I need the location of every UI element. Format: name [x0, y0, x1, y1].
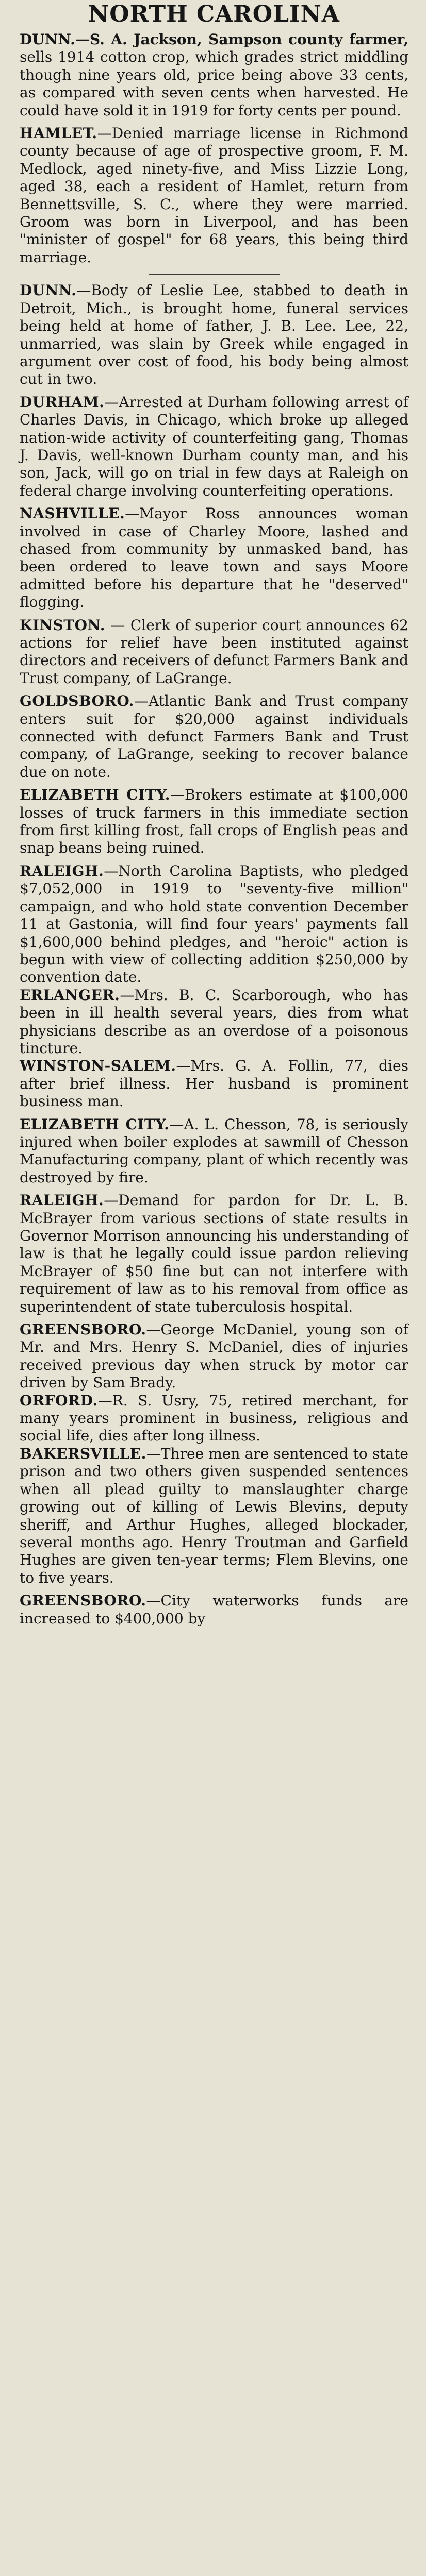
spacer	[20, 857, 408, 862]
spacer	[20, 1187, 408, 1192]
section-heading: NORTH CAROLINA	[88, 1, 340, 27]
news-item-goldsboro	[20, 692, 408, 781]
item-text: — Clerk of superior court announces 62 actions for relief have been instituted against directors and receivers of defunct Farmers Bank and Trust company, of LaGrange.	[20, 616, 408, 687]
news-item-greensboro-2	[20, 1592, 408, 1628]
item-text: —North Carolina Baptists, who pledged $7,052,000 in 1919 to "seventy-five million" campaign, and who hold state convention December 11 at Gastonia, will find four years' payments fall $1,600,000 behind pledges, and "heroic" action is begun with view of collecting addition $250,000 by convention date.	[20, 862, 408, 986]
item-dateline: RALEIGH.	[20, 1192, 104, 1209]
item-dateline: GOLDSBORO.	[20, 692, 134, 710]
news-item-kinston	[20, 617, 408, 688]
item-text: sells 1914 cotton crop, which grades strict middling though nine years old, price being above 33 cents, as compared with seven cents when harvested. He could have sold it in 1919 for forty cents per pound.	[20, 48, 408, 119]
news-item-bakersville	[20, 1445, 408, 1587]
item-dateline: RALEIGH.	[20, 862, 104, 879]
item-text: —R. S. Usry, 75, retired merchant, for many years prominent in business, religious and social life, dies after long illness.	[20, 1392, 408, 1445]
item-text: —A. L. Chesson, 78, is seriously injured when boiler explodes at sawmill of Chesson Manufacturing company, plant of which recently was destroyed by fire.	[20, 1115, 409, 1186]
news-item-nashville	[20, 505, 408, 611]
news-item-dunn-2	[20, 282, 408, 388]
news-item-raleigh-2	[20, 1192, 408, 1316]
news-item-durham	[20, 394, 408, 500]
item-dateline: NASHVILLE.	[20, 505, 125, 522]
spacer	[20, 1111, 408, 1116]
spacer	[20, 388, 408, 394]
spacer	[20, 781, 408, 786]
spacer	[20, 500, 408, 505]
item-dateline: HAMLET.	[20, 125, 97, 142]
news-item-dunn-1	[20, 31, 408, 120]
spacer	[20, 687, 408, 692]
item-dateline: GREENSBORO.	[20, 1592, 146, 1609]
item-dateline: ELIZABETH CITY.	[20, 786, 170, 804]
item-text: —City waterworks funds are increased to $400,000 by	[20, 1592, 408, 1627]
news-item-elizabeth-city-2	[20, 1116, 408, 1187]
item-dateline: DUNN.—S. A. Jackson, Sampson county farmer,	[20, 31, 408, 48]
item-text: —Atlantic Bank and Trust company enters suit for $20,000 against individuals connected with defunct Farmers Bank and Trust company, of LaGrange, seeking to recover balance due on note.	[20, 692, 408, 781]
item-text: —Brokers estimate at $100,000 losses of truck farmers in this immediate section from first killing frost, fall crops of English peas and snap beans being ruined.	[20, 786, 408, 857]
news-item-winston-salem	[20, 1057, 408, 1110]
spacer	[20, 612, 408, 617]
item-text: —Body of Leslie Lee, stabbed to death in Detroit, Mich., is brought home, funeral services being held at home of father, J. B. Lee. Lee, 22, unmarried, was slain by Greek while engaged in argument over cost of food, his body being almost cut in two.	[20, 282, 408, 388]
item-dateline: GREENSBORO.	[20, 1321, 146, 1338]
news-item-elizabeth-city-1	[20, 786, 408, 857]
item-dateline: BAKERSVILLE.	[20, 1445, 146, 1462]
item-text: —Mrs. B. C. Scarborough, who has been in ill health several years, dies from what physicians describe as an overdose of a poisonous tincture.	[20, 986, 408, 1057]
item-text: —Mrs. G. A. Follin, 77, dies after brief illness. Her husband is prominent business man.	[20, 1057, 408, 1110]
item-text: —Mayor Ross announces woman involved in case of Charley Moore, lashed and chased from community by unmasked band, has been ordered to leave town and says Moore admitted before his departure that he "deserved" flogging.	[20, 505, 408, 611]
news-item-hamlet	[20, 125, 408, 266]
spacer	[20, 1587, 408, 1592]
news-item-orford	[20, 1392, 408, 1445]
item-dateline: WINSTON-SALEM.	[20, 1057, 176, 1075]
item-dateline: DUNN.	[20, 282, 77, 299]
item-dateline: ELIZABETH CITY.	[20, 1115, 170, 1133]
item-text: —Demand for pardon for Dr. L. B. McBrayer from various sections of state results in Governor Morrison announcing his understanding of law is that he legally could issue pardon relieving McBrayer of $50 fine but can not interfere with requirement of law as to his removal from office as superintendent of state tuberculosis hospital.	[20, 1192, 408, 1315]
news-item-greensboro-1	[20, 1321, 408, 1392]
item-dateline: KINSTON.	[20, 616, 106, 634]
item-dateline: ORFORD.	[20, 1392, 98, 1409]
spacer	[20, 1316, 408, 1321]
news-item-erlanger	[20, 987, 408, 1058]
item-dateline: ERLANGER.	[20, 986, 120, 1004]
news-item-raleigh-1	[20, 862, 408, 987]
spacer	[20, 120, 408, 125]
item-text: —Denied marriage license in Richmond county because of age of prospective groom, F. M. Medlock, aged ninety-five, and Miss Lizzie Long, aged 38, each a resident of Hamlet, return from Bennettsville, S. C., where they were married. Groom was born in Liverpool, and has been "minister of gospel" for 68 years, this being third marriage.	[20, 125, 408, 266]
item-text: —George McDaniel, young son of Mr. and Mrs. Henry S. McDaniel, dies of injuries received previous day when struck by motor car driven by Sam Brady.	[20, 1321, 408, 1392]
item-dateline: DURHAM.	[20, 393, 105, 411]
item-text: —Arrested at Durham following arrest of Charles Davis, in Chicago, which broke up alleged nation-wide activity of counterfeiting gang, Thomas J. Davis, well-known Durham county man, and his son, Jack, will go on trial in few days at Raleigh on federal charge involving counterfeiting operations.	[20, 393, 408, 499]
item-text: —Three men are sentenced to state prison and two others given suspended sentences when all plead guilty to manslaughter charge growing out of killing of Lewis Blevins, deputy sheriff, and Arthur Hughes, alleged blockader, several months ago. Henry Troutman and Garfield Hughes are given ten-year terms; Flem Blevins, one to five years.	[20, 1445, 408, 1586]
column-rule	[149, 274, 280, 275]
